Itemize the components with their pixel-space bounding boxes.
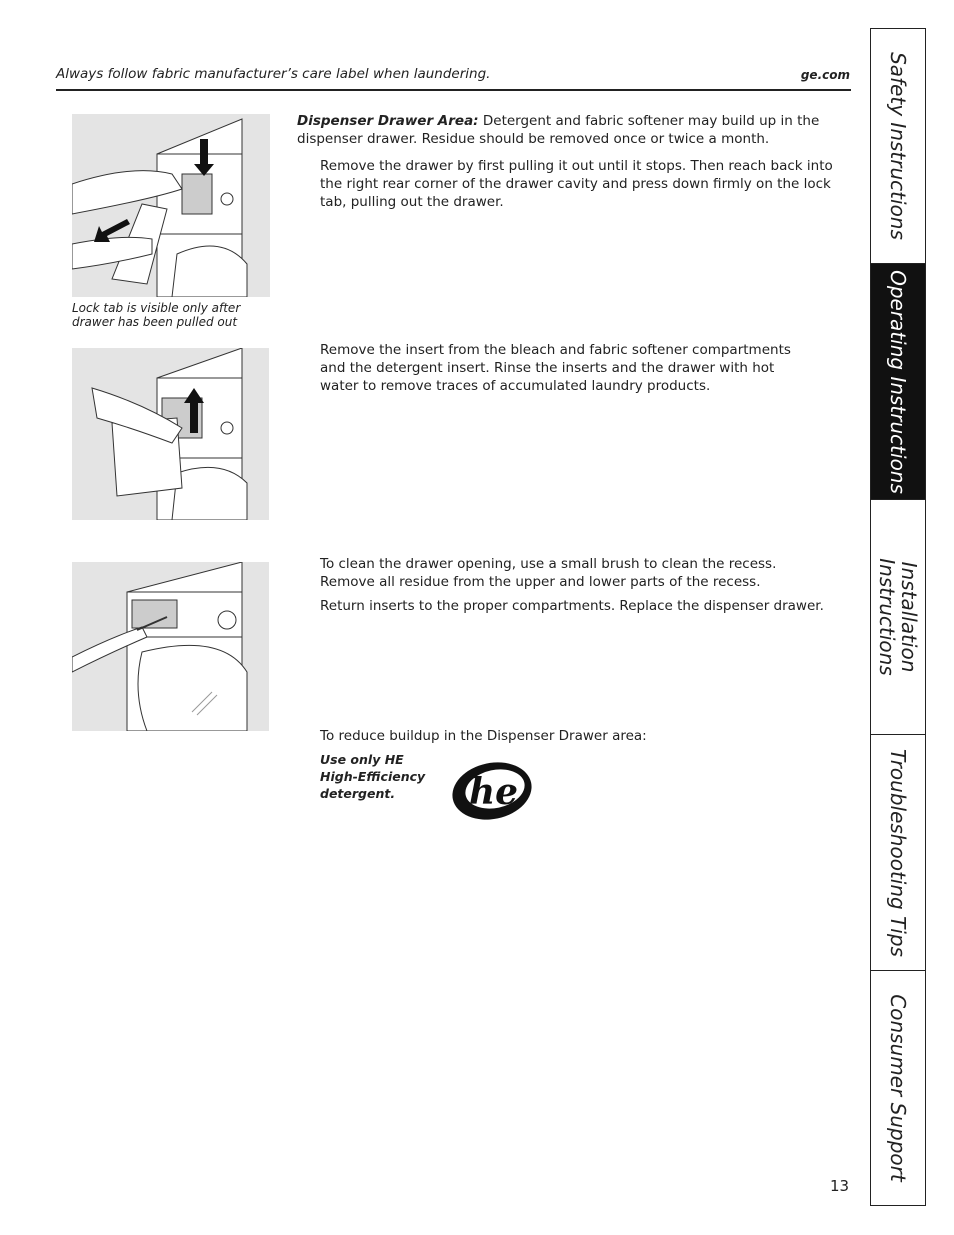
tab-consumer-support[interactable] bbox=[871, 971, 925, 1204]
recess-cleaning-illustration bbox=[72, 562, 269, 731]
header-divider bbox=[56, 89, 851, 91]
reduce-buildup-note: To reduce buildup in the Dispenser Drawer area: bbox=[320, 728, 647, 744]
step-clean-recess: To clean the drawer opening, use a small brush to clean the recess. Remove all residue from the upper and lower parts of the recess. bbox=[320, 556, 777, 590]
care-label-note: Always follow fabric manufacturer’s care label when laundering. bbox=[56, 66, 491, 82]
tab-label: Operating Instructions bbox=[886, 269, 910, 494]
lock-tab-caption: Lock tab is visible only after drawer has been pulled out bbox=[72, 301, 241, 329]
section-tabs bbox=[870, 28, 926, 1206]
insert-removal-illustration bbox=[72, 348, 269, 520]
tab-label: Safety Instructions bbox=[886, 52, 910, 240]
dispenser-intro-text: Detergent and fabric softener may build up in the dispenser drawer. Residue should be removed once or twice a month. bbox=[297, 113, 820, 147]
dispenser-intro-paragraph bbox=[297, 112, 837, 148]
drawer-removal-illustration bbox=[72, 114, 270, 297]
tab-label: Consumer Support bbox=[886, 993, 910, 1182]
dispenser-heading: Dispenser Drawer Area: bbox=[297, 113, 479, 129]
page-number: 13 bbox=[830, 1177, 850, 1195]
step-replace-drawer: Return inserts to the proper compartments. Replace the dispenser drawer. bbox=[320, 598, 824, 614]
tab-installation-instructions[interactable] bbox=[871, 500, 925, 735]
tab-operating-instructions[interactable] bbox=[871, 264, 925, 500]
he-logo-text: he bbox=[469, 771, 519, 813]
tab-troubleshooting-tips[interactable] bbox=[871, 735, 925, 971]
step-remove-insert: Remove the insert from the bleach and fabric softener compartments and the detergent insert. Rinse the inserts and the drawer with hot water to remove traces of accumulated laundry products. bbox=[320, 342, 791, 394]
tab-label: Installation Instructions bbox=[875, 558, 921, 676]
tab-safety-instructions[interactable] bbox=[871, 29, 925, 264]
he-logo bbox=[450, 760, 534, 826]
tab-label: Troubleshooting Tips bbox=[886, 748, 910, 957]
step-remove-drawer: Remove the drawer by first pulling it out until it stops. Then reach back into the right rear corner of the drawer cavity and press down firmly on the lock tab, pulling out the drawer. bbox=[320, 158, 833, 210]
he-detergent-note: Use only HE High-Efficiency detergent. bbox=[320, 752, 426, 801]
site-link[interactable]: ge.com bbox=[800, 68, 850, 82]
